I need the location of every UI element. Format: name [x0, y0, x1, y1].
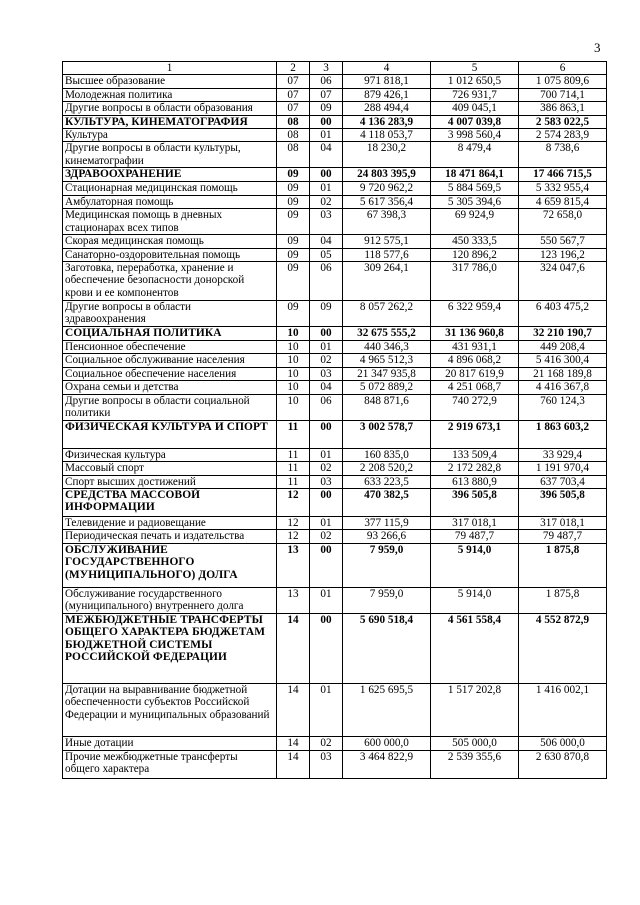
row-value-col5-cell: 4 896 068,2 [431, 354, 519, 367]
row-name-cell: Физическая культура [63, 448, 277, 461]
row-name-cell: Другие вопросы в области здравоохранения [63, 301, 277, 327]
row-subsection-code-cell: 04 [310, 235, 343, 248]
row-value-col5-cell: 69 924,9 [431, 209, 519, 235]
row-value-col5-cell: 2 172 282,8 [431, 462, 519, 475]
row-subsection-code-cell: 00 [310, 115, 343, 128]
row-section-code-cell: 09 [277, 301, 310, 327]
row-name-cell: Другие вопросы в области образования [63, 102, 277, 115]
row-section-code-cell: 08 [277, 129, 310, 142]
table-row [63, 750, 607, 778]
row-value-col5-cell: 3 998 560,4 [431, 129, 519, 142]
row-name-cell: Молодежная политика [63, 88, 277, 101]
row-subsection-code-cell: 05 [310, 248, 343, 261]
row-name-cell: Скорая медицинская помощь [63, 235, 277, 248]
row-subsection-code-cell: 06 [310, 262, 343, 301]
row-subsection-code-cell: 03 [310, 367, 343, 380]
row-value-col5-cell: 79 487,7 [431, 530, 519, 543]
row-name-cell: Социальное обеспечение населения [63, 367, 277, 380]
row-section-code-cell: 12 [277, 488, 310, 516]
row-subsection-code-cell: 00 [310, 488, 343, 516]
row-value-col4-cell: 470 382,5 [343, 488, 431, 516]
row-value-col4-cell: 9 720 962,2 [343, 182, 431, 195]
row-subsection-code-cell: 06 [310, 394, 343, 420]
table-row [63, 341, 607, 354]
row-value-col5-cell: 4 561 558,4 [431, 613, 519, 683]
row-name-cell: ОБСЛУЖИВАНИЕ ГОСУДАРСТВЕННОГО (МУНИЦИПАЛЬНОГО) ДОЛГА [63, 543, 277, 587]
row-value-col5-cell: 4 007 039,8 [431, 115, 519, 128]
row-value-col5-cell: 2 539 355,6 [431, 750, 519, 778]
table-row [63, 262, 607, 301]
table-row [63, 462, 607, 475]
row-name-cell: Пенсионное обеспечение [63, 341, 277, 354]
table-row [63, 381, 607, 394]
row-section-code-cell: 10 [277, 367, 310, 380]
row-value-col6-cell: 317 018,1 [519, 516, 607, 529]
row-subsection-code-cell: 02 [310, 736, 343, 750]
row-value-col5-cell: 613 880,9 [431, 475, 519, 488]
row-value-col6-cell: 6 403 475,2 [519, 301, 607, 327]
row-name-cell: Другие вопросы в области культуры, кинематографии [63, 142, 277, 168]
row-value-col5-cell: 431 931,1 [431, 341, 519, 354]
row-value-col4-cell: 93 266,6 [343, 530, 431, 543]
row-value-col6-cell: 8 738,6 [519, 142, 607, 168]
row-value-col6-cell: 2 583 022,5 [519, 115, 607, 128]
row-section-code-cell: 10 [277, 381, 310, 394]
row-section-code-cell: 09 [277, 209, 310, 235]
table-row [63, 88, 607, 101]
row-value-col4-cell: 8 057 262,2 [343, 301, 431, 327]
row-value-col5-cell: 6 322 959,4 [431, 301, 519, 327]
row-value-col5-cell: 317 018,1 [431, 516, 519, 529]
row-value-col6-cell: 79 487,7 [519, 530, 607, 543]
row-name-cell: ФИЗИЧЕСКАЯ КУЛЬТУРА И СПОРТ [63, 420, 277, 448]
row-value-col4-cell: 4 965 512,3 [343, 354, 431, 367]
row-value-col4-cell: 377 115,9 [343, 516, 431, 529]
row-value-col6-cell: 449 208,4 [519, 341, 607, 354]
row-value-col5-cell: 5 305 394,6 [431, 195, 519, 208]
row-value-col6-cell: 1 875,8 [519, 587, 607, 613]
row-name-cell: Заготовка, переработка, хранение и обеспечение безопасности донорской крови и ее компонентов [63, 262, 277, 301]
table-row [63, 354, 607, 367]
row-section-code-cell: 10 [277, 327, 310, 341]
row-name-cell: Прочие межбюджетные трансферты общего характера [63, 750, 277, 778]
row-value-col5-cell: 5 914,0 [431, 587, 519, 613]
table-row [63, 142, 607, 168]
row-value-col4-cell: 971 818,1 [343, 75, 431, 88]
row-value-col4-cell: 3 002 578,7 [343, 420, 431, 448]
table-row [63, 248, 607, 261]
row-section-code-cell: 07 [277, 75, 310, 88]
row-value-col4-cell: 7 959,0 [343, 587, 431, 613]
table-section-row [63, 420, 607, 448]
row-value-col6-cell: 21 168 189,8 [519, 367, 607, 380]
table-section-row [63, 168, 607, 182]
row-value-col4-cell: 24 803 395,9 [343, 168, 431, 182]
row-value-col6-cell: 17 466 715,5 [519, 168, 607, 182]
row-value-col6-cell: 123 196,2 [519, 248, 607, 261]
row-value-col5-cell: 1 517 202,8 [431, 683, 519, 736]
row-subsection-code-cell: 04 [310, 142, 343, 168]
row-section-code-cell: 09 [277, 195, 310, 208]
row-section-code-cell: 09 [277, 262, 310, 301]
table-row [63, 394, 607, 420]
row-value-col5-cell: 1 012 650,5 [431, 75, 519, 88]
row-name-cell: Культура [63, 129, 277, 142]
table-section-row [63, 613, 607, 683]
row-subsection-code-cell: 02 [310, 195, 343, 208]
header-col-4: 4 [343, 62, 431, 75]
row-value-col6-cell: 1 416 002,1 [519, 683, 607, 736]
budget-table [62, 61, 607, 779]
row-subsection-code-cell: 03 [310, 475, 343, 488]
row-section-code-cell: 14 [277, 683, 310, 736]
header-col-6: 6 [519, 62, 607, 75]
row-subsection-code-cell: 00 [310, 543, 343, 587]
row-value-col5-cell: 396 505,8 [431, 488, 519, 516]
row-name-cell: КУЛЬТУРА, КИНЕМАТОГРАФИЯ [63, 115, 277, 128]
row-value-col5-cell: 4 251 068,7 [431, 381, 519, 394]
table-row [63, 367, 607, 380]
row-value-col6-cell: 33 929,4 [519, 448, 607, 461]
row-value-col5-cell: 20 817 619,9 [431, 367, 519, 380]
table-row [63, 209, 607, 235]
row-subsection-code-cell: 01 [310, 182, 343, 195]
table-row [63, 195, 607, 208]
row-value-col4-cell: 32 675 555,2 [343, 327, 431, 341]
row-subsection-code-cell: 04 [310, 381, 343, 394]
header-col-5: 5 [431, 62, 519, 75]
header-col-1: 1 [63, 62, 277, 75]
row-section-code-cell: 11 [277, 420, 310, 448]
row-subsection-code-cell: 01 [310, 341, 343, 354]
row-subsection-code-cell: 01 [310, 516, 343, 529]
table-row [63, 448, 607, 461]
row-section-code-cell: 14 [277, 613, 310, 683]
row-value-col6-cell: 550 567,7 [519, 235, 607, 248]
row-subsection-code-cell: 03 [310, 209, 343, 235]
header-col-2: 2 [277, 62, 310, 75]
row-name-cell: Периодическая печать и издательства [63, 530, 277, 543]
row-value-col6-cell: 700 714,1 [519, 88, 607, 101]
row-value-col5-cell: 120 896,2 [431, 248, 519, 261]
row-subsection-code-cell: 09 [310, 301, 343, 327]
row-value-col4-cell: 7 959,0 [343, 543, 431, 587]
row-value-col4-cell: 18 230,2 [343, 142, 431, 168]
row-value-col4-cell: 21 347 935,8 [343, 367, 431, 380]
row-value-col5-cell: 133 509,4 [431, 448, 519, 461]
row-value-col5-cell: 5 914,0 [431, 543, 519, 587]
row-subsection-code-cell: 00 [310, 168, 343, 182]
row-name-cell: Социальное обслуживание населения [63, 354, 277, 367]
row-name-cell: Медицинская помощь в дневных стационарах всех типов [63, 209, 277, 235]
row-name-cell: Амбулаторная помощь [63, 195, 277, 208]
row-section-code-cell: 13 [277, 543, 310, 587]
row-value-col4-cell: 879 426,1 [343, 88, 431, 101]
row-section-code-cell: 08 [277, 142, 310, 168]
row-value-col4-cell: 4 136 283,9 [343, 115, 431, 128]
row-subsection-code-cell: 03 [310, 750, 343, 778]
row-value-col6-cell: 72 658,0 [519, 209, 607, 235]
row-value-col6-cell: 386 863,1 [519, 102, 607, 115]
row-section-code-cell: 11 [277, 448, 310, 461]
row-section-code-cell: 07 [277, 102, 310, 115]
table-section-row [63, 488, 607, 516]
row-value-col4-cell: 1 625 695,5 [343, 683, 431, 736]
header-col-3: 3 [310, 62, 343, 75]
row-subsection-code-cell: 01 [310, 683, 343, 736]
row-subsection-code-cell: 00 [310, 327, 343, 341]
row-value-col4-cell: 160 835,0 [343, 448, 431, 461]
row-name-cell: ЗДРАВООХРАНЕНИЕ [63, 168, 277, 182]
row-name-cell: Иные дотации [63, 736, 277, 750]
row-value-col4-cell: 67 398,3 [343, 209, 431, 235]
table-row [63, 235, 607, 248]
row-value-col6-cell: 324 047,6 [519, 262, 607, 301]
table-row [63, 683, 607, 736]
row-section-code-cell: 09 [277, 235, 310, 248]
row-subsection-code-cell: 06 [310, 75, 343, 88]
table-row [63, 530, 607, 543]
row-name-cell: Обслуживание государственного (муниципального) внутреннего долга [63, 587, 277, 613]
row-value-col4-cell: 848 871,6 [343, 394, 431, 420]
row-section-code-cell: 11 [277, 462, 310, 475]
row-value-col5-cell: 18 471 864,1 [431, 168, 519, 182]
table-row [63, 75, 607, 88]
row-value-col5-cell: 450 333,5 [431, 235, 519, 248]
row-section-code-cell: 07 [277, 88, 310, 101]
row-value-col6-cell: 637 703,4 [519, 475, 607, 488]
row-subsection-code-cell: 00 [310, 420, 343, 448]
table-body [63, 75, 607, 778]
row-subsection-code-cell: 01 [310, 129, 343, 142]
row-value-col6-cell: 5 416 300,4 [519, 354, 607, 367]
row-subsection-code-cell: 09 [310, 102, 343, 115]
row-value-col4-cell: 912 575,1 [343, 235, 431, 248]
row-value-col4-cell: 4 118 053,7 [343, 129, 431, 142]
table-section-row [63, 115, 607, 128]
row-value-col5-cell: 740 272,9 [431, 394, 519, 420]
row-value-col4-cell: 5 690 518,4 [343, 613, 431, 683]
row-name-cell: Телевидение и радиовещание [63, 516, 277, 529]
table-row [63, 475, 607, 488]
row-name-cell: Санаторно-оздоровительная помощь [63, 248, 277, 261]
row-subsection-code-cell: 01 [310, 448, 343, 461]
row-subsection-code-cell: 07 [310, 88, 343, 101]
row-value-col4-cell: 633 223,5 [343, 475, 431, 488]
row-value-col5-cell: 8 479,4 [431, 142, 519, 168]
row-value-col5-cell: 317 786,0 [431, 262, 519, 301]
row-section-code-cell: 11 [277, 475, 310, 488]
row-section-code-cell: 09 [277, 248, 310, 261]
row-value-col6-cell: 4 416 367,8 [519, 381, 607, 394]
row-value-col5-cell: 726 931,7 [431, 88, 519, 101]
row-section-code-cell: 10 [277, 341, 310, 354]
row-section-code-cell: 14 [277, 736, 310, 750]
row-name-cell: СРЕДСТВА МАССОВОЙ ИНФОРМАЦИИ [63, 488, 277, 516]
row-value-col4-cell: 5 072 889,2 [343, 381, 431, 394]
row-value-col6-cell: 1 191 970,4 [519, 462, 607, 475]
table-row [63, 736, 607, 750]
row-name-cell: СОЦИАЛЬНАЯ ПОЛИТИКА [63, 327, 277, 341]
row-section-code-cell: 10 [277, 394, 310, 420]
row-value-col6-cell: 32 210 190,7 [519, 327, 607, 341]
row-name-cell: Охрана семьи и детства [63, 381, 277, 394]
table-row [63, 129, 607, 142]
table-row [63, 587, 607, 613]
row-name-cell: Спорт высших достижений [63, 475, 277, 488]
table-row [63, 182, 607, 195]
row-section-code-cell: 12 [277, 530, 310, 543]
row-section-code-cell: 09 [277, 168, 310, 182]
row-value-col6-cell: 4 552 872,9 [519, 613, 607, 683]
row-subsection-code-cell: 02 [310, 462, 343, 475]
row-section-code-cell: 10 [277, 354, 310, 367]
row-section-code-cell: 12 [277, 516, 310, 529]
row-value-col6-cell: 1 875,8 [519, 543, 607, 587]
table-row [63, 102, 607, 115]
row-name-cell: Стационарная медицинская помощь [63, 182, 277, 195]
row-value-col4-cell: 3 464 822,9 [343, 750, 431, 778]
table-section-row [63, 543, 607, 587]
row-name-cell: Дотации на выравнивание бюджетной обеспеченности субъектов Российской Федерации и муниципальных образований [63, 683, 277, 736]
column-number-header [63, 62, 607, 75]
row-name-cell: Массовый спорт [63, 462, 277, 475]
row-value-col5-cell: 505 000,0 [431, 736, 519, 750]
row-value-col6-cell: 506 000,0 [519, 736, 607, 750]
row-value-col6-cell: 4 659 815,4 [519, 195, 607, 208]
row-value-col5-cell: 2 919 673,1 [431, 420, 519, 448]
row-value-col4-cell: 2 208 520,2 [343, 462, 431, 475]
row-value-col6-cell: 1 075 809,6 [519, 75, 607, 88]
table-row [63, 516, 607, 529]
row-value-col4-cell: 118 577,6 [343, 248, 431, 261]
row-value-col6-cell: 2 630 870,8 [519, 750, 607, 778]
row-value-col4-cell: 5 617 356,4 [343, 195, 431, 208]
table-section-row [63, 327, 607, 341]
row-value-col5-cell: 31 136 960,8 [431, 327, 519, 341]
row-value-col4-cell: 600 000,0 [343, 736, 431, 750]
table-row [63, 301, 607, 327]
row-value-col6-cell: 5 332 955,4 [519, 182, 607, 195]
row-name-cell: Высшее образование [63, 75, 277, 88]
row-subsection-code-cell: 02 [310, 530, 343, 543]
row-section-code-cell: 09 [277, 182, 310, 195]
row-name-cell: МЕЖБЮДЖЕТНЫЕ ТРАНСФЕРТЫ ОБЩЕГО ХАРАКТЕРА БЮДЖЕТАМ БЮДЖЕТНОЙ СИСТЕМЫ РОССИЙСКОЙ ФЕДЕРАЦИИ [63, 613, 277, 683]
row-section-code-cell: 13 [277, 587, 310, 613]
row-value-col6-cell: 2 574 283,9 [519, 129, 607, 142]
row-subsection-code-cell: 01 [310, 587, 343, 613]
row-subsection-code-cell: 02 [310, 354, 343, 367]
page-number: 3 [594, 40, 601, 55]
row-value-col4-cell: 288 494,4 [343, 102, 431, 115]
row-section-code-cell: 14 [277, 750, 310, 778]
row-value-col6-cell: 396 505,8 [519, 488, 607, 516]
row-section-code-cell: 08 [277, 115, 310, 128]
row-value-col5-cell: 409 045,1 [431, 102, 519, 115]
row-value-col5-cell: 5 884 569,5 [431, 182, 519, 195]
row-value-col4-cell: 440 346,3 [343, 341, 431, 354]
row-value-col4-cell: 309 264,1 [343, 262, 431, 301]
row-name-cell: Другие вопросы в области социальной политики [63, 394, 277, 420]
row-value-col6-cell: 760 124,3 [519, 394, 607, 420]
row-value-col6-cell: 1 863 603,2 [519, 420, 607, 448]
row-subsection-code-cell: 00 [310, 613, 343, 683]
